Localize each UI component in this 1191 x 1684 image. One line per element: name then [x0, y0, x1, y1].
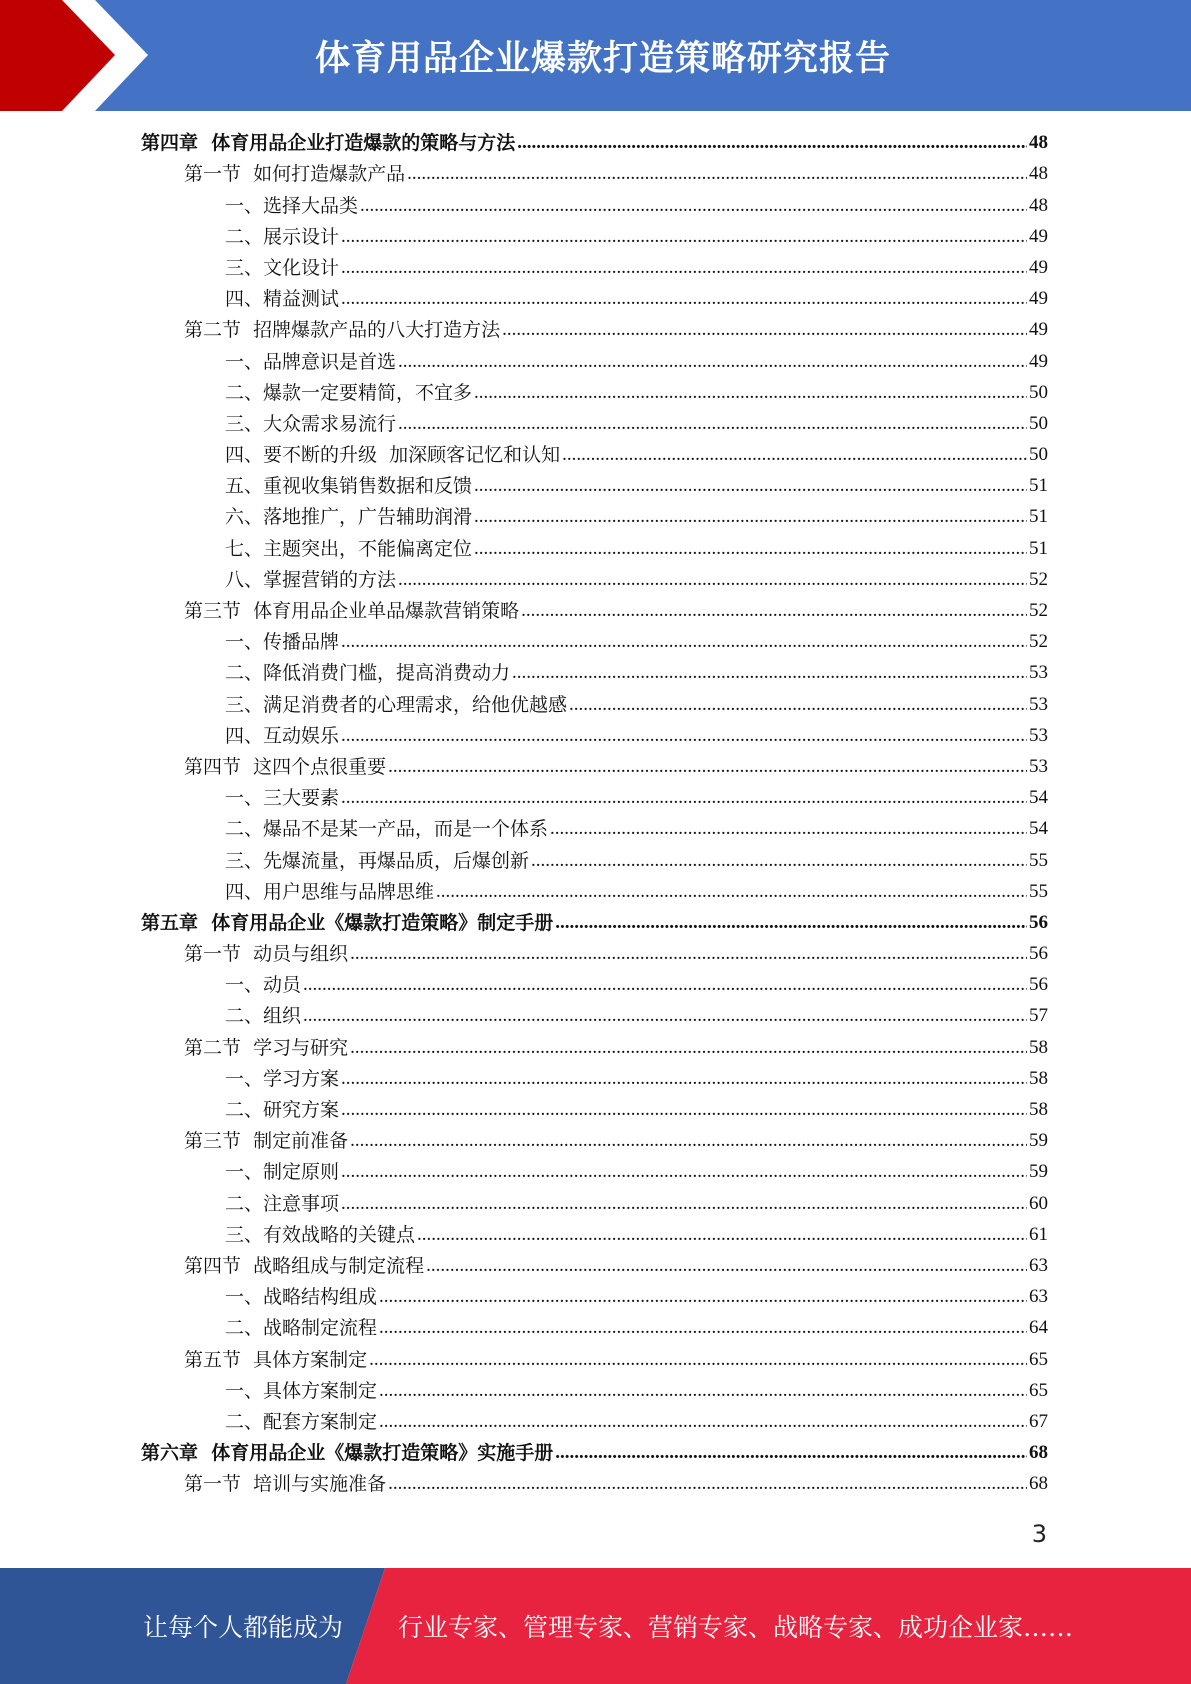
- toc-page-number: 58: [1029, 1067, 1048, 1089]
- toc-dot-leader: [379, 1411, 1027, 1433]
- toc-page-number: 49: [1029, 256, 1048, 278]
- toc-subsection-entry[interactable]: [141, 470, 1048, 501]
- toc-subsection-entry[interactable]: [141, 1406, 1048, 1437]
- toc-page-number: 56: [1029, 943, 1048, 965]
- toc-subsection-entry[interactable]: [141, 657, 1048, 688]
- toc-entry-label: 三、先爆流量，再爆品质，后爆创新: [225, 849, 530, 872]
- toc-entry-label: 二、研究方案: [225, 1099, 340, 1121]
- toc-page-number: 52: [1029, 631, 1048, 653]
- toc-dot-leader: [398, 351, 1027, 373]
- toc-entry-label: 一、三大要素: [225, 787, 340, 810]
- toc-dot-leader: [379, 1286, 1027, 1308]
- toc-section-entry[interactable]: [141, 1125, 1048, 1156]
- toc-entry-label: 五、重视收集销售数据和反馈: [225, 475, 473, 498]
- footer-slogan-right: 行业专家、管理专家、营销专家、战略专家、成功企业家……: [398, 1613, 1074, 1642]
- toc-entry-label: 四、要不断的升级 加深顾客记忆和认知: [225, 444, 561, 467]
- toc-page-number: 51: [1029, 475, 1048, 497]
- toc-entry-label: 六、落地推广，广告辅助润滑: [225, 506, 473, 529]
- toc-page-number: 67: [1029, 1410, 1048, 1432]
- toc-page-number: 50: [1029, 381, 1048, 403]
- toc-dot-leader: [562, 444, 1027, 466]
- toc-page-number: 56: [1029, 911, 1048, 933]
- toc-chapter-entry[interactable]: [141, 907, 1048, 938]
- toc-page-number: 52: [1029, 600, 1048, 621]
- toc-subsection-entry[interactable]: [141, 283, 1048, 314]
- toc-entry-label: 二、爆款一定要精简，不宜多: [225, 381, 473, 404]
- toc-dot-leader: [341, 257, 1027, 279]
- toc-page-number: 49: [1029, 288, 1048, 310]
- toc-dot-leader: [341, 787, 1027, 809]
- toc-entry-label: 第一节 培训与实施准备: [184, 1473, 387, 1496]
- toc-page-number: 59: [1029, 1130, 1048, 1152]
- toc-subsection-entry[interactable]: [141, 1312, 1048, 1343]
- toc-page-number: 64: [1029, 1317, 1048, 1339]
- toc-page-number: 56: [1029, 974, 1048, 996]
- toc-entry-label: 二、展示设计: [225, 225, 340, 248]
- toc-section-entry[interactable]: [141, 751, 1048, 782]
- toc-dot-leader: [436, 881, 1027, 903]
- toc-subsection-entry[interactable]: [141, 221, 1048, 252]
- toc-subsection-entry[interactable]: [141, 1187, 1048, 1218]
- toc-chapter-entry[interactable]: [141, 1437, 1048, 1468]
- footer-slogan-left: 让每个人都能成为: [143, 1613, 344, 1642]
- toc-page-number: 53: [1029, 662, 1048, 684]
- toc-section-entry[interactable]: [141, 1468, 1048, 1499]
- toc-dot-leader: [350, 1037, 1027, 1059]
- toc-page-number: 51: [1029, 537, 1048, 559]
- toc-subsection-entry[interactable]: [141, 345, 1048, 376]
- toc-page-number: 54: [1029, 818, 1048, 840]
- toc-entry-label: 四、用户思维与品牌思维: [225, 880, 435, 903]
- toc-entry-label: 二、降低消费门槛，提高消费动力: [225, 662, 511, 685]
- toc-page-number: 68: [1029, 1473, 1048, 1495]
- toc-dot-leader: [398, 569, 1027, 591]
- toc-section-entry[interactable]: [141, 1343, 1048, 1374]
- toc-section-entry[interactable]: [141, 1031, 1048, 1062]
- toc-dot-leader: [474, 382, 1027, 404]
- toc-page-number: 53: [1029, 755, 1048, 777]
- footer-banner: [0, 1568, 1191, 1684]
- toc-entry-label: 八、掌握营销的方法: [225, 568, 397, 591]
- toc-entry-label: 第三节 制定前准备: [184, 1130, 349, 1153]
- toc-dot-leader: [512, 662, 1027, 684]
- toc-entry-label: 第四节 战略组成与制定流程: [184, 1254, 425, 1277]
- toc-subsection-entry[interactable]: [141, 813, 1048, 844]
- toc-entry-label: 二、配套方案制定: [225, 1410, 378, 1433]
- toc-section-entry[interactable]: [141, 314, 1048, 345]
- toc-entry-label: 二、组织: [225, 1005, 302, 1028]
- toc-page-number: 58: [1029, 1099, 1048, 1120]
- toc-page-number: 68: [1029, 1442, 1048, 1464]
- toc-entry-label: 第六章 体育用品企业《爆款打造策略》实施手册: [141, 1442, 554, 1465]
- toc-subsection-entry[interactable]: [141, 782, 1048, 813]
- toc-dot-leader: [341, 725, 1027, 747]
- toc-entry-label: 二、注意事项: [225, 1192, 340, 1215]
- toc-dot-leader: [569, 694, 1027, 716]
- toc-entry-label: 第一节 如何打造爆款产品: [184, 163, 406, 186]
- page-number: 3: [1031, 1520, 1047, 1548]
- toc-dot-leader: [341, 226, 1027, 248]
- toc-page-number: 65: [1029, 1379, 1048, 1401]
- toc-entry-label: 七、主题突出，不能偏离定位: [225, 537, 473, 560]
- toc-dot-leader: [350, 1130, 1027, 1152]
- toc-dot-leader: [388, 756, 1027, 778]
- toc-dot-leader: [388, 1473, 1027, 1495]
- toc-entry-label: 第三节 体育用品企业单品爆款营销策略: [184, 600, 520, 622]
- toc-page-number: 53: [1029, 693, 1048, 715]
- toc-dot-leader: [341, 1161, 1027, 1183]
- toc-entry-label: 一、具体方案制定: [225, 1379, 378, 1402]
- toc-chapter-entry[interactable]: [141, 127, 1048, 158]
- report-title: 体育用品企业爆款打造策略研究报告: [314, 38, 891, 79]
- toc-page-number: 51: [1029, 506, 1048, 528]
- toc-entry-label: 第二节 招牌爆款产品的八大打造方法: [184, 319, 501, 342]
- toc-subsection-entry[interactable]: [141, 1094, 1048, 1125]
- toc-section-entry[interactable]: [141, 938, 1048, 969]
- table-of-contents: [141, 127, 1048, 1499]
- toc-subsection-entry[interactable]: [141, 876, 1048, 907]
- toc-page-number: 54: [1029, 787, 1048, 809]
- toc-page-number: 52: [1029, 568, 1048, 590]
- toc-page-number: 63: [1029, 1254, 1048, 1276]
- toc-entry-label: 三、满足消费者的心理需求，给他优越感: [225, 693, 568, 716]
- toc-dot-leader: [398, 413, 1027, 435]
- toc-dot-leader: [407, 163, 1027, 185]
- toc-subsection-entry[interactable]: [141, 626, 1048, 657]
- toc-entry-label: 一、学习方案: [225, 1067, 340, 1090]
- toc-page-number: 55: [1029, 880, 1048, 902]
- toc-dot-leader: [341, 631, 1027, 653]
- toc-page-number: 48: [1029, 132, 1048, 154]
- toc-subsection-entry[interactable]: [141, 1000, 1048, 1031]
- toc-dot-leader: [341, 1068, 1027, 1090]
- toc-subsection-entry[interactable]: [141, 969, 1048, 1000]
- toc-subsection-entry[interactable]: [141, 501, 1048, 532]
- toc-section-entry[interactable]: [141, 1250, 1048, 1281]
- toc-entry-label: 二、爆品不是某一产品，而是一个体系: [225, 818, 549, 841]
- toc-page-number: 50: [1029, 444, 1048, 466]
- toc-dot-leader: [550, 818, 1027, 840]
- toc-page-number: 53: [1029, 724, 1048, 746]
- toc-page-number: 65: [1029, 1348, 1048, 1370]
- toc-entry-label: 第四章 体育用品企业打造爆款的策略与方法: [141, 132, 516, 155]
- toc-entry-label: 三、有效战略的关键点: [225, 1223, 416, 1246]
- toc-page-number: 49: [1029, 319, 1048, 341]
- toc-page-number: 57: [1029, 1005, 1048, 1027]
- toc-entry-label: 一、选择大品类: [225, 194, 359, 217]
- toc-entry-label: 一、战略结构组成: [225, 1286, 378, 1309]
- toc-entry-label: 一、动员: [225, 974, 302, 997]
- toc-dot-leader: [369, 1349, 1027, 1371]
- toc-subsection-entry[interactable]: [141, 844, 1048, 875]
- toc-dot-leader: [360, 195, 1027, 217]
- toc-page-number: 50: [1029, 412, 1048, 434]
- toc-entry-label: 第五节 具体方案制定: [184, 1348, 368, 1371]
- toc-dot-leader: [474, 538, 1027, 560]
- toc-dot-leader: [303, 1005, 1027, 1027]
- toc-dot-leader: [341, 1099, 1027, 1121]
- toc-dot-leader: [555, 1442, 1027, 1464]
- toc-dot-leader: [350, 943, 1027, 965]
- toc-page-number: 48: [1029, 194, 1048, 216]
- toc-dot-leader: [303, 974, 1027, 996]
- toc-dot-leader: [521, 600, 1027, 622]
- toc-subsection-entry[interactable]: [141, 1063, 1048, 1094]
- toc-section-entry[interactable]: [141, 158, 1048, 189]
- toc-page-number: 63: [1029, 1286, 1048, 1308]
- toc-subsection-entry[interactable]: [141, 408, 1048, 439]
- toc-entry-label: 第五章 体育用品企业《爆款打造策略》制定手册: [141, 911, 554, 934]
- toc-subsection-entry[interactable]: [141, 189, 1048, 220]
- toc-subsection-entry[interactable]: [141, 532, 1048, 563]
- toc-page-number: 61: [1029, 1223, 1048, 1245]
- toc-dot-leader: [474, 506, 1027, 528]
- toc-dot-leader: [502, 319, 1027, 341]
- toc-page-number: 59: [1029, 1161, 1048, 1183]
- toc-subsection-entry[interactable]: [141, 377, 1048, 408]
- toc-subsection-entry[interactable]: [141, 1375, 1048, 1406]
- toc-dot-leader: [379, 1317, 1027, 1339]
- toc-page-number: 48: [1029, 163, 1048, 185]
- toc-dot-leader: [555, 912, 1027, 934]
- header-banner: [0, 0, 1191, 111]
- toc-dot-leader: [341, 288, 1027, 310]
- toc-subsection-entry[interactable]: [141, 439, 1048, 470]
- toc-dot-leader: [517, 132, 1027, 154]
- toc-dot-leader: [426, 1255, 1027, 1277]
- toc-entry-label: 二、战略制定流程: [225, 1317, 378, 1340]
- toc-dot-leader: [379, 1380, 1027, 1402]
- toc-subsection-entry[interactable]: [141, 564, 1048, 595]
- toc-page-number: 58: [1029, 1036, 1048, 1058]
- toc-dot-leader: [341, 1193, 1027, 1215]
- toc-entry-label: 第一节 动员与组织: [184, 943, 349, 966]
- toc-entry-label: 四、互动娱乐: [225, 724, 340, 747]
- toc-subsection-entry[interactable]: [141, 1281, 1048, 1312]
- toc-entry-label: 三、大众需求易流行: [225, 412, 397, 435]
- toc-dot-leader: [417, 1224, 1027, 1246]
- toc-page-number: 49: [1029, 225, 1048, 247]
- toc-entry-label: 四、精益测试: [225, 288, 340, 311]
- toc-entry-label: 一、制定原则: [225, 1161, 340, 1184]
- toc-entry-label: 第二节 学习与研究: [184, 1036, 349, 1059]
- toc-page-number: 55: [1029, 849, 1048, 871]
- toc-dot-leader: [531, 850, 1027, 872]
- toc-entry-label: 第四节 这四个点很重要: [184, 755, 387, 778]
- toc-page-number: 60: [1029, 1192, 1048, 1214]
- toc-entry-label: 三、文化设计: [225, 256, 340, 279]
- toc-subsection-entry[interactable]: [141, 720, 1048, 751]
- toc-subsection-entry[interactable]: [141, 252, 1048, 283]
- toc-subsection-entry[interactable]: [141, 1219, 1048, 1250]
- toc-subsection-entry[interactable]: [141, 688, 1048, 719]
- toc-entry-label: 一、品牌意识是首选: [225, 350, 397, 373]
- toc-subsection-entry[interactable]: [141, 1156, 1048, 1187]
- toc-dot-leader: [474, 475, 1027, 497]
- toc-section-entry[interactable]: [141, 595, 1048, 626]
- toc-entry-label: 一、传播品牌: [225, 631, 340, 654]
- toc-page-number: 49: [1029, 350, 1048, 372]
